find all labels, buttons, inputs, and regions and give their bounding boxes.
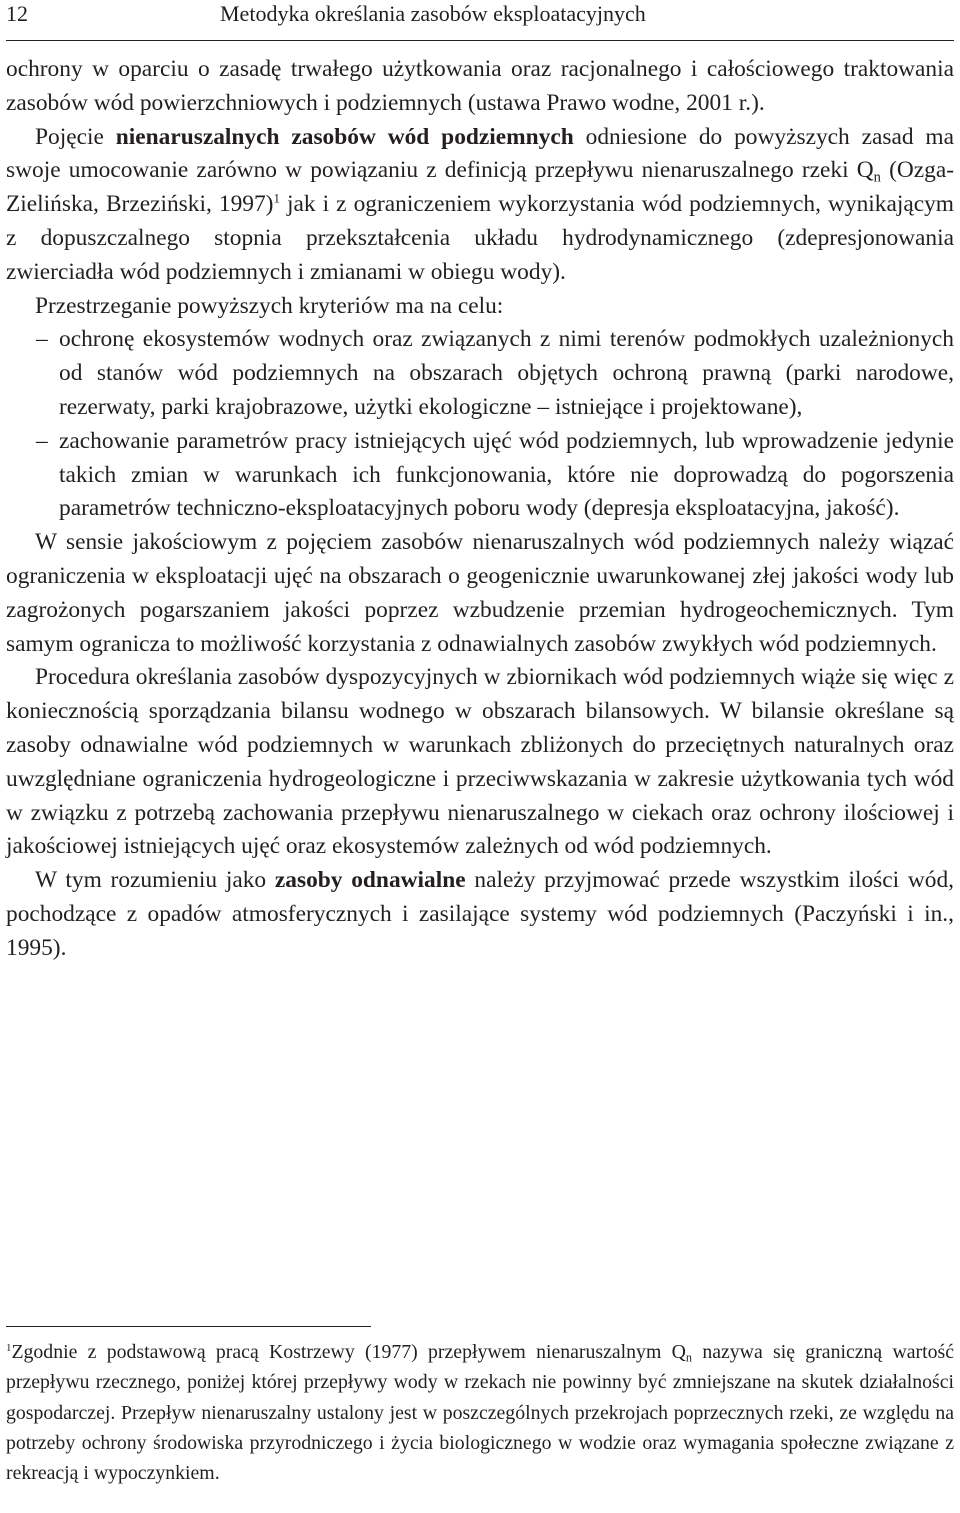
running-title: Metodyka określania zasobów eksploatacyjnych (220, 1, 646, 26)
paragraph-4: W sensie jakościowym z pojęciem zasobów nienaruszalnych wód podziemnych należy wiązać ograniczenia w eksploatacji ujęć na obszarach o geogenicznie uwarunkowanej złej jakości wody lub zagrożonych pogarszaniem jakości poprzez wzbudzenie przemian hydrogeochemicznych. Tym samym ogranicza to możliwość korzystania z odnawialnych zasobów zwykłych wód podziemnych. (6, 529, 954, 657)
term-zasoby-odnawialne: zasoby odnawialne (274, 867, 466, 894)
list-dash: – (36, 427, 48, 454)
list-dash: – (36, 326, 48, 353)
body-text (6, 53, 954, 966)
paragraph-6-text-b: należy przyjmować przede wszystkim ilości wód, pochodzące z opadów atmosferycznych i zasilające systemy wód podziemnych (Paczyński i in., 1995). (6, 867, 955, 961)
page-number: 12 (6, 1, 28, 26)
page-header (6, 0, 954, 41)
paragraph-5: Procedura określania zasobów dyspozycyjnych w zbiornikach wód podziemnych wiąże się więc z koniecznością sporządzania bilansu wodnego w obszarach bilansowych. W bilansie określane są zasoby odnawialne wód podziemnych w warunkach zbliżonych do przeciętnych naturalnych oraz uwzględniane ograniczenia hydrogeologiczne i przeciwwskazania w zakresie użytkowania tych wód w związku z potrzebą zachowania przepływu nienaruszalnego w ciekach oraz ochrony ilościowej i jakościowej istniejących ujęć oraz ekosystemów zależnych od wód podziemnych. (6, 664, 954, 860)
footnote-ref: 1 (273, 191, 280, 206)
footnote-subscript-n: n (685, 1350, 693, 1365)
footnote-text-a: Zgodnie z podstawową pracą Kostrzewy (1977) przepływem nienaruszalnym Q (11, 1341, 686, 1363)
paragraph-2-text-b: odniesione do powyższych zasad ma swoje umocowanie zarówno w powiązaniu z definicją przepływu nienaruszalnego rzeki Q (6, 123, 954, 184)
list-item-text: zachowanie parametrów pracy istniejących ujęć wód podziemnych, lub wprowadzenie jedynie takich zmian w warunkach ich funkcjonowania, które nie doprowadzą do pogorszenia parametrów techniczno-eksploatacyjnych poboru wody (depresja eksploatacyjna, jakość). (59, 427, 954, 522)
list-item (6, 323, 954, 424)
paragraph-6-text-a: W tym rozumieniu jako (35, 867, 275, 894)
paragraph-2 (6, 121, 954, 290)
footnote-text-b: nazywa się graniczną wartość przepływu rzecznego, poniżej której przepływy wody w rzekach nie powinny być zmniejszane na skutek działalności gospodarczej. Przepływ nienaruszalny ustalony jest w poszczególnych przekrojach poprzecznych rzeki, ze względu na potrzeby ochrony środowiska przyrodniczego i życia biologicznego w wodzie oraz wymagania społeczne związane z rekreacją i wypoczynkiem. (6, 1341, 954, 1485)
list-item-text: ochronę ekosystemów wodnych oraz związanych z nimi terenów podmokłych uzależnionych od stanów wód podziemnych na obszarach objętych ochroną prawną (parki narodowe, rezerwaty, parki krajobrazowe, użytki ekologiczne – istniejące i projektowane), (59, 326, 954, 420)
paragraph-2-text-d: jak i z ograniczeniem wykorzystania wód podziemnych, wynikającym z dopuszczalnego stopnia przekształcenia układu hydrodynamicznego (zdepresjonowania zwierciadła wód podziemnych i zmianami w obiegu wody). (6, 191, 955, 285)
paragraph-6 (6, 864, 954, 965)
footnote (6, 1337, 954, 1488)
subscript-n: n (873, 169, 881, 186)
footnote-divider (6, 1326, 371, 1327)
paragraph-2-text-a: Pojęcie (35, 123, 116, 150)
list-item (6, 425, 954, 526)
term-nienaruszalne-zasoby: nienaruszalnych zasobów wód podziemnych (115, 123, 574, 150)
criteria-list (6, 323, 954, 526)
paragraph-3: Przestrzeganie powyższych kryteriów ma na celu: (35, 292, 504, 319)
paragraph-2-text-c: (Ozga-Zielińska, Brzeziński, 1997) (6, 157, 954, 218)
footnote-marker: 1 (6, 1341, 12, 1354)
paragraph-1: ochrony w oparciu o zasadę trwałego użytkowania oraz racjonalnego i całościowego traktowania zasobów wód powierzchniowych i podziemnych (ustawa Prawo wodne, 2001 r.). (6, 56, 954, 116)
